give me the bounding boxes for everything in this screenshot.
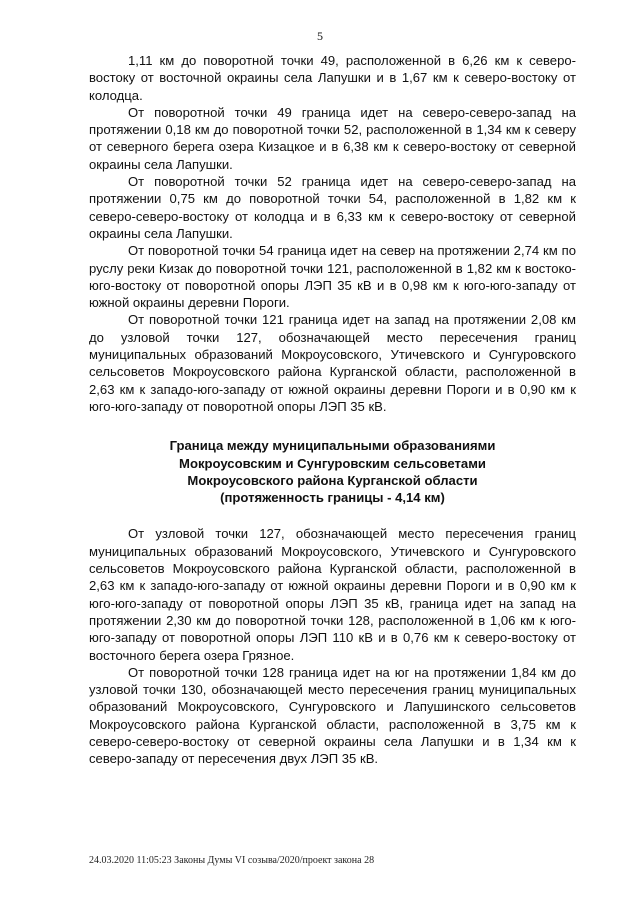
paragraph: От поворотной точки 121 граница идет на запад на протяжении 2,08 км до узловой точки 127, обозначающей место пересечения границ муниципальных образований Мокроусовского, Утичевского и Сунгуровского сельсоветов Мокроусовского района Курганской области, расположенной в 2,63 км к западо-юго-западу от южной окраины деревни Пороги и в 0,90 км к юго-юго-западу от поворотной опоры ЛЭП 35 кВ. [89, 312, 576, 414]
paragraph: От поворотной точки 49 граница идет на северо-северо-запад на протяжении 0,18 км до поворотной точки 52, расположенной в 1,34 км к северу от северного берега озера Кизацкое и в 6,38 км к северо-востоку от северной окраины села Лапушки. [89, 104, 576, 172]
paragraph: От узловой точки 127, обозначающей место пересечения границ муниципальных образований Мокроусовского, Утичевского и Сунгуровского сельсоветов Мокроусовского района Курганской области, расположенной в 2,63 км к западо-юго-западу от южной окраины деревни Пороги и в 0,90 км к юго-юго-западу от поворотной опоры ЛЭП 35 кВ, граница идет на запад на протяжении 2,30 км до поворотной точки 128, расположенной в 1,06 км к юго-юго-западу от поворотной опоры ЛЭП 110 кВ и в 0,76 км к северо-востоку от восточного берега озера Грязное. [89, 526, 576, 663]
paragraph: От поворотной точки 52 граница идет на северо-северо-запад на протяжении 0,75 км до поворотной точки 54, расположенной в 1,82 км к северо-северо-востоку от колодца и в 6,33 км к северо-востоку от северной окраины села Лапушки. [89, 174, 576, 241]
heading-line: Мокроусовским и Сунгуровским сельсоветами [179, 455, 486, 471]
page-number: 5 [317, 29, 323, 43]
paragraph: От поворотной точки 128 граница идет на юг на протяжении 1,84 км до узловой точки 130, обозначающей место пересечения границ муниципальных образований Мокроусовского, Сунгуровского и Лапушинского сельсоветов Мокроусовского района Курганской области, расположенной в 3,75 км к северо-северо-востоку от северной окраины села Лапушки и в 1,34 км к северо-западу от пересечения двух ЛЭП 35 кВ. [89, 664, 576, 767]
section-heading [89, 437, 576, 506]
heading-line: Граница между муниципальными образованиями [169, 438, 496, 454]
document-body [89, 52, 576, 768]
heading-line: Мокроусовского района Курганской области [187, 472, 478, 488]
heading-length-line: (протяженность границы - 4,14 км) [220, 490, 445, 506]
paragraph: От поворотной точки 54 граница идет на север на протяжении 2,74 км по руслу реки Кизак до поворотной точки 121, расположенной в 1,82 км к востоко-юго-востоку от поворотной опоры ЛЭП 35 кВ и в 0,98 км к юго-юго-западу от южной окраины деревни Пороги. [89, 243, 576, 311]
paragraph: 1,11 км до поворотной точки 49, расположенной в 6,26 км к северо-востоку от восточной окраины села Лапушки и в 1,67 км к северо-востоку от колодца. [89, 53, 576, 103]
footer-stamp: 24.03.2020 11:05:23 Законы Думы VI созыва/2020/проект закона 28 [89, 855, 375, 866]
